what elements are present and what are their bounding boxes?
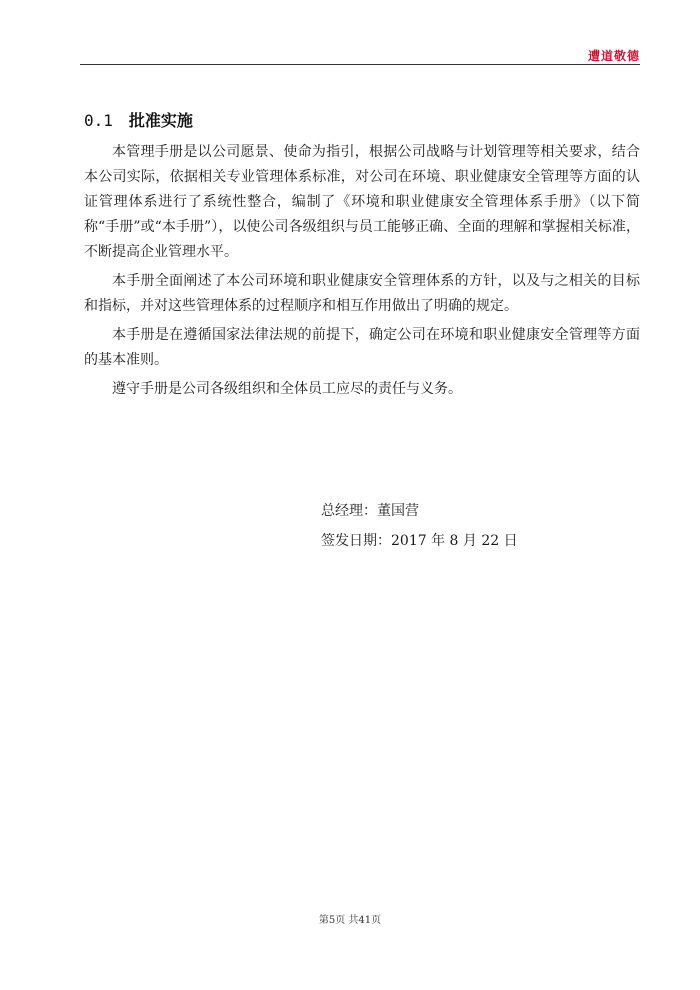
signature-block [321, 496, 518, 556]
section-number: 0.1 [84, 111, 113, 130]
section-title: 批准实施 [128, 111, 193, 130]
signature-manager: 总经理：董国营 [321, 503, 419, 519]
paragraph: 本手册全面阐述了本公司环境和职业健康安全管理体系的方针，以及与之相关的目标和指标，并对这些管理体系的过程顺序和相互作用做出了明确的规定。 [84, 273, 640, 314]
header-divider [80, 64, 640, 65]
paragraph: 本手册是在遵循国家法律法规的前提下，确定公司在环境和职业健康安全管理等方面的基本准则。 [84, 327, 640, 368]
body-text [84, 140, 640, 406]
paragraph: 遵守手册是公司各级组织和全体员工应尽的责任与义务。 [112, 381, 462, 397]
paragraph: 本管理手册是以公司愿景、使命为指引，根据公司战略与计划管理等相关要求，结合本公司实际，依据相关专业管理体系标准，对公司在环境、职业健康安全管理等方面的认证管理体系进行了系统性整合，编制了《环境和职业健康安全管理体系手册》（以下简称“手册”或“本手册”），以使公司各级组织与员工能够正确、全面的理解和掌握相关标准，不断提高企业管理水平。 [84, 144, 640, 260]
header-brand: 遭道敬德 [587, 49, 640, 63]
page-number: 第5页 共41页 [318, 915, 382, 926]
signature-date: 签发日期：2017 年 8 月 22 日 [321, 533, 518, 549]
section-heading [84, 108, 193, 131]
